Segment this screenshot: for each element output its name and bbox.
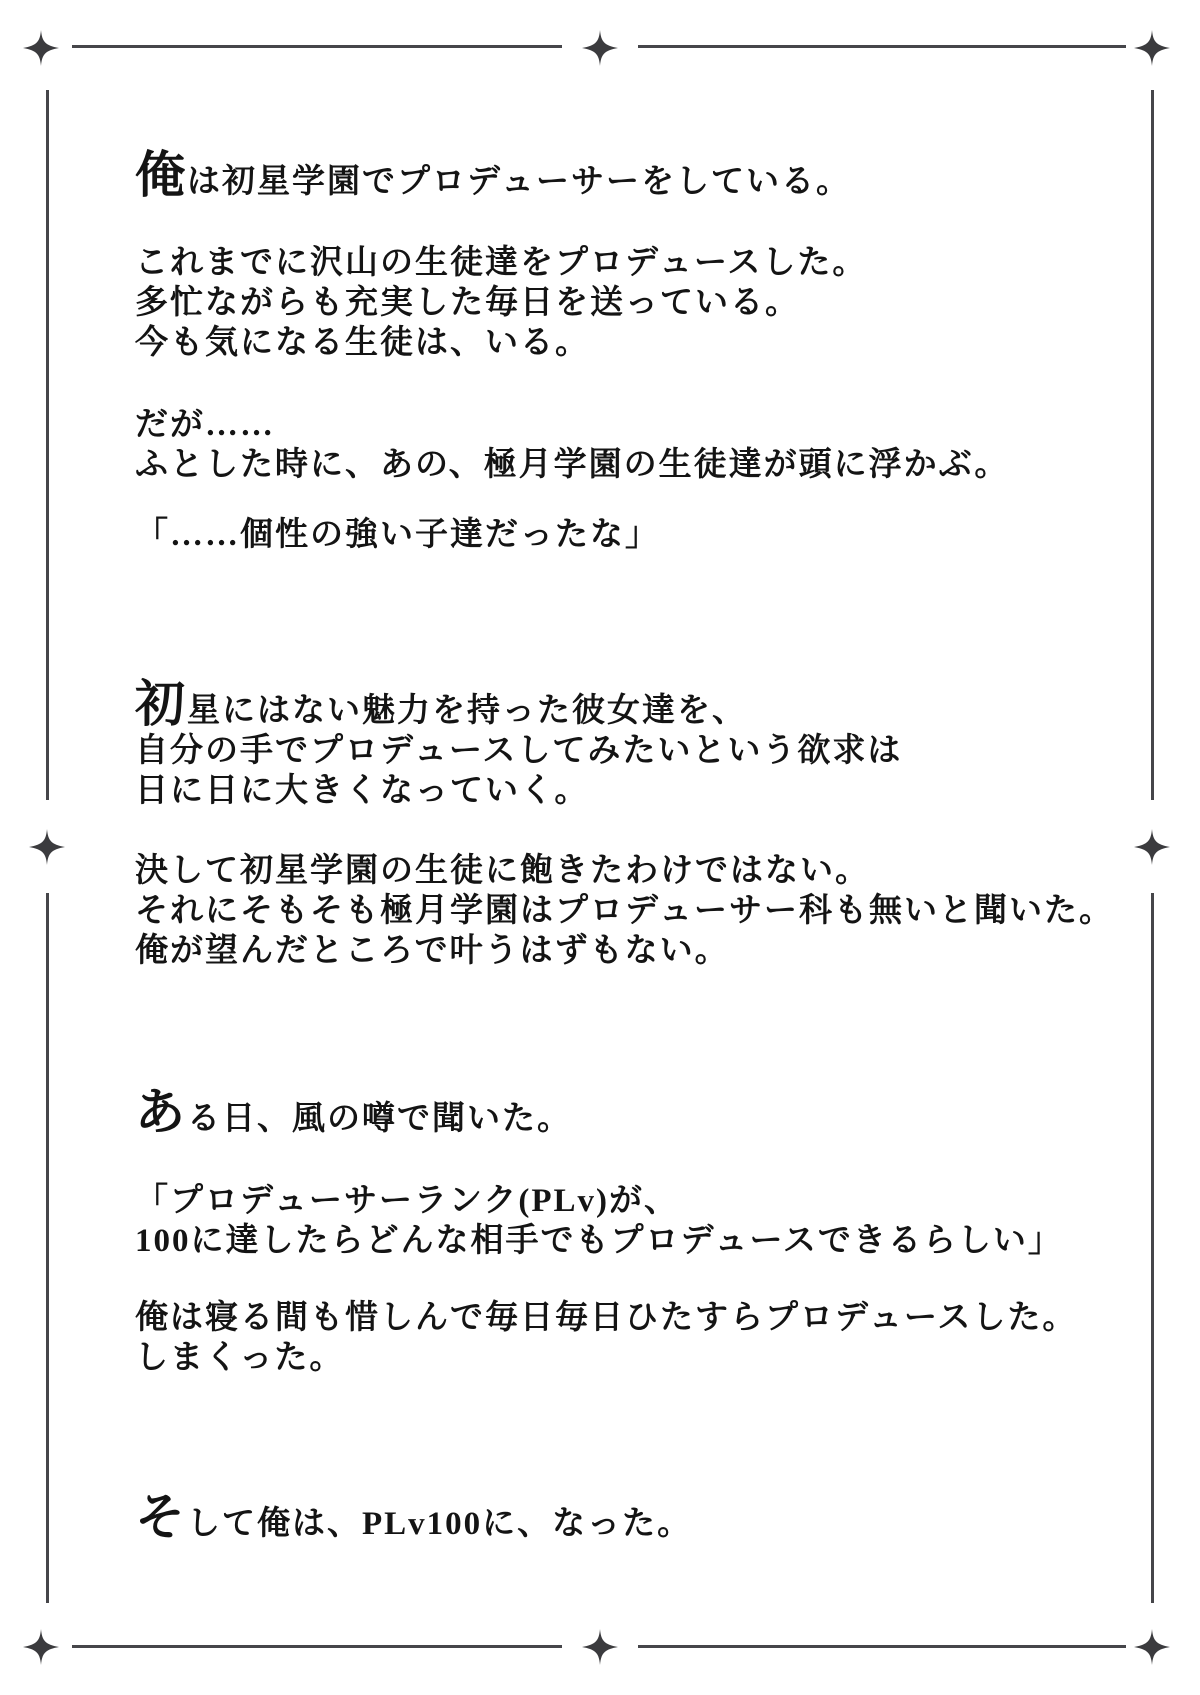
bottom-right-border-line bbox=[638, 1645, 1126, 1648]
line-text: して俺は、PLv100に、なった。 bbox=[187, 1506, 693, 1542]
bottom-left-border-line bbox=[72, 1645, 562, 1648]
sparkle-icon bbox=[23, 22, 59, 74]
paragraph-intro bbox=[135, 147, 852, 203]
paragraph-rumor-intro bbox=[135, 1084, 572, 1140]
right-border-line-lower bbox=[1151, 893, 1154, 1603]
paragraph-however bbox=[135, 405, 1009, 485]
line-text: 自分の手でプロデュースしてみたいという欲求は bbox=[135, 733, 903, 769]
line-text: それにそもそも極月学園はプロデューサー科も無いと聞いた。 bbox=[135, 893, 1115, 929]
sparkle-icon bbox=[1134, 821, 1170, 873]
left-border-line-upper bbox=[46, 90, 49, 800]
drop-cap: あ bbox=[135, 1084, 187, 1140]
sparkle-icon bbox=[23, 1621, 59, 1673]
text-line bbox=[135, 676, 902, 732]
drop-cap: 俺 bbox=[135, 147, 187, 203]
line-text: 多忙ながらも充実した毎日を送っている。 bbox=[135, 285, 800, 321]
text-line bbox=[135, 1084, 572, 1140]
line-text: ふとした時に、あの、極月学園の生徒達が頭に浮かぶ。 bbox=[135, 447, 1010, 483]
text-line bbox=[135, 147, 852, 203]
line-text: しまくった。 bbox=[135, 1340, 345, 1376]
line-text: 日に日に大きくなっていく。 bbox=[135, 773, 590, 809]
line-text: 今も気になる生徒は、いる。 bbox=[135, 325, 590, 361]
line-text: 決して初星学園の生徒に飽きたわけではない。 bbox=[135, 853, 870, 889]
paragraph-denial bbox=[135, 851, 1114, 971]
right-border-line-upper bbox=[1151, 90, 1154, 800]
top-left-border-line bbox=[72, 45, 562, 48]
line-text: る日、風の噂で聞いた。 bbox=[187, 1101, 572, 1137]
line-text: は初星学園でプロデューサーをしている。 bbox=[187, 164, 852, 200]
sparkle-icon bbox=[582, 1621, 618, 1673]
sparkle-icon bbox=[29, 821, 65, 873]
line-text: 「プロデューサーランク(PLv)が、 bbox=[135, 1183, 679, 1219]
line-text: 100に達したらどんな相手でもプロデュースできるらしい」 bbox=[135, 1223, 1063, 1259]
line-text: これまでに沢山の生徒達をプロデュースした。 bbox=[135, 245, 868, 281]
top-right-border-line bbox=[638, 45, 1126, 48]
line-text: 俺は寝る間も惜しんで毎日毎日ひたすらプロデュースした。 bbox=[135, 1300, 1078, 1336]
sparkle-icon bbox=[1134, 22, 1170, 74]
paragraph-daily-life bbox=[135, 243, 867, 363]
paragraph-conclusion bbox=[135, 1489, 693, 1545]
sparkle-icon bbox=[1134, 1621, 1170, 1673]
line-text: 俺が望んだところで叶うはずもない。 bbox=[135, 933, 730, 969]
paragraph-quote-personality bbox=[135, 515, 660, 555]
paragraph-quote-rank bbox=[135, 1181, 1063, 1261]
left-border-line-lower bbox=[46, 893, 49, 1603]
line-text: 星にはない魅力を持った彼女達を、 bbox=[187, 693, 747, 729]
text-line bbox=[135, 1489, 693, 1545]
sparkle-icon bbox=[582, 22, 618, 74]
paragraph-grinding bbox=[135, 1298, 1077, 1378]
paragraph-desire bbox=[135, 676, 903, 811]
drop-cap: 初 bbox=[135, 676, 187, 732]
line-text: 「……個性の強い子達だったな」 bbox=[135, 517, 660, 553]
drop-cap: そ bbox=[135, 1489, 187, 1545]
line-text: だが…… bbox=[135, 407, 275, 443]
